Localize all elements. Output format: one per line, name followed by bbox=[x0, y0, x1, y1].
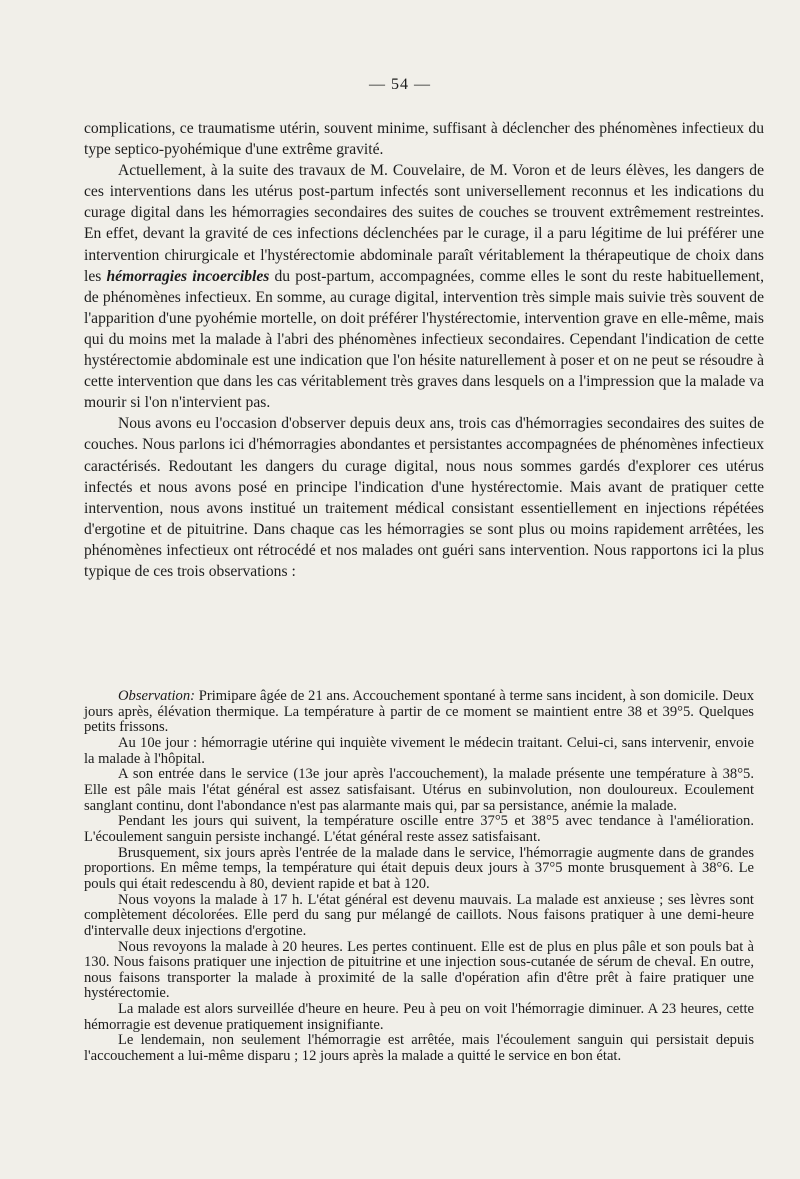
observation-para-3: A son entrée dans le service (13e jour après l'accouchement), la malade présente une température à 38°5. Elle est pâle mais l'état général est assez satisfaisant. Utérus en subinvolution, non douloureux. Ecoulement sanglant continu, dont l'abondance n'est pas alarmante mais qui, par sa persistance, anémie la malade. bbox=[84, 766, 754, 814]
observation-section bbox=[84, 689, 754, 1065]
observation-para-7: Nous revoyons la malade à 20 heures. Les pertes continuent. Elle est de plus en plus pâle et son pouls bat à 130. Nous faisons pratiquer une injection de pituitrine et une injection sous-cutanée de sérum de cheval. En outre, nous faisons transporter la malade à proximité de la salle d'opération afin d'être prêt à faire pratiquer une hystérectomie. bbox=[84, 938, 754, 1002]
paragraph-2-part-b: du post-partum, accompagnées, comme elles le sont du reste habituellement, de phénomènes infectieux. En somme, au curage digital, intervention très simple mais suivie très souvent de l'apparition d'une pyohémie mortelle, on doit préférer l'hystérectomie, intervention grave en elle-même, mais qui du moins met la malade à l'abri des phénomènes infectieux secondaires. Cependant l'indication de cette hystérectomie abdominale est une indication que l'on hésite naturellement à poser et on ne peut se résoudre à cette intervention que dans les cas véritablement très graves dans lesquels on a l'impression que la malade va mourir si l'on n'intervient pas. bbox=[84, 267, 764, 412]
observation-para-8: La malade est alors surveillée d'heure en heure. Peu à peu on voit l'hémorragie diminuer. A 23 heures, cette hémorragie est devenue pratiquement insignifiante. bbox=[84, 1001, 754, 1033]
observation-para-5: Brusquement, six jours après l'entrée de la malade dans le service, l'hémorragie augmente dans de grandes proportions. En même temps, la température qui était depuis deux jours à 37°5 monte brusquement à 38°6. Le pouls qui était redescendu à 80, devient rapide et bat à 120. bbox=[84, 844, 754, 892]
observation-para-4: Pendant les jours qui suivent, la température oscille entre 37°5 et 38°5 avec tendance à l'amélioration. L'écoulement sanguin persiste inchangé. L'état général reste assez satisfaisant. bbox=[84, 813, 754, 845]
observation-text-1: Primipare âgée de 21 ans. Accouchement spontané à terme sans incident, à son domicile. Deux jours après, élévation thermique. La température à partir de ce moment se maintient entre 38 et 39°5. Quelques petits frissons. bbox=[84, 688, 754, 736]
observation-para-9: Le lendemain, non seulement l'hémorragie est arrêtée, mais l'écoulement sanguin qui persistait depuis l'accouchement a lui-même disparu ; 12 jours après la malade a quitté le service en bon état. bbox=[84, 1032, 754, 1065]
observation-para-2: Au 10e jour : hémorragie utérine qui inquiète vivement le médecin traitant. Celui-ci, sans intervenir, envoie la malade à l'hôpital. bbox=[84, 734, 754, 767]
paragraph-3: Nous avons eu l'occasion d'observer depuis deux ans, trois cas d'hémorragies secondaires des suites de couches. Nous parlons ici d'hémorragies abondantes et persistantes accompagnées de phénomènes infectieux caractérisés. Redoutant les dangers du curage digital, nous nous sommes gardés d'explorer ces utérus infectés et nous avons posé en principe l'indication d'une hystérectomie. Mais avant de pratiquer cette intervention, nous avons institué un traitement médical consistant essentiellement en injections répétées d'ergotine et de pituitrine. Dans chaque cas les hémorragies se sont plus ou moins rapidement arrêtées, les phénomènes infectieux ont rétrocédé et nos malades ont guéri sans intervention. Nous rapportons ici la plus typique de ces trois observations : bbox=[84, 415, 764, 580]
paragraph-2-part-a: Actuellement, à la suite des travaux de M. Couvelaire, de M. Voron et de leurs élèves, les dangers de ces interventions dans les utérus post-partum infectés sont universellement reconnus et les indications du curage digital dans les hémorragies secondaires des suites de couches se trouvent extrêmement restreintes. En effet, devant la gravité de ces infections déclenchées par le curage, il a paru légitime de lui préférer une intervention chirurgicale et l'hystérectomie abdominale paraît véritablement la thérapeutique de choix dans les bbox=[84, 162, 764, 285]
paragraph-1: complications, ce traumatisme utérin, souvent minime, suffisant à déclencher des phénomènes infectieux du type septico-pyohémique d'une extrême gravité. bbox=[84, 120, 764, 159]
observation-para-1 bbox=[84, 689, 754, 736]
paragraph-2 bbox=[84, 160, 764, 413]
page-number: — 54 — bbox=[369, 76, 431, 93]
main-text bbox=[84, 118, 764, 582]
italic-term: hémorragies incoercibles bbox=[106, 267, 270, 285]
observation-para-6: Nous voyons la malade à 17 h. L'état général est devenu mauvais. La malade est anxieuse ; ses lèvres sont complètement décolorées. Elle perd du sang pur mélangé de caillots. Nous faisons pratiquer à une demi-heure d'intervalle deux injections d'ergotine. bbox=[84, 891, 754, 939]
observation-label: Observation: bbox=[118, 688, 196, 704]
